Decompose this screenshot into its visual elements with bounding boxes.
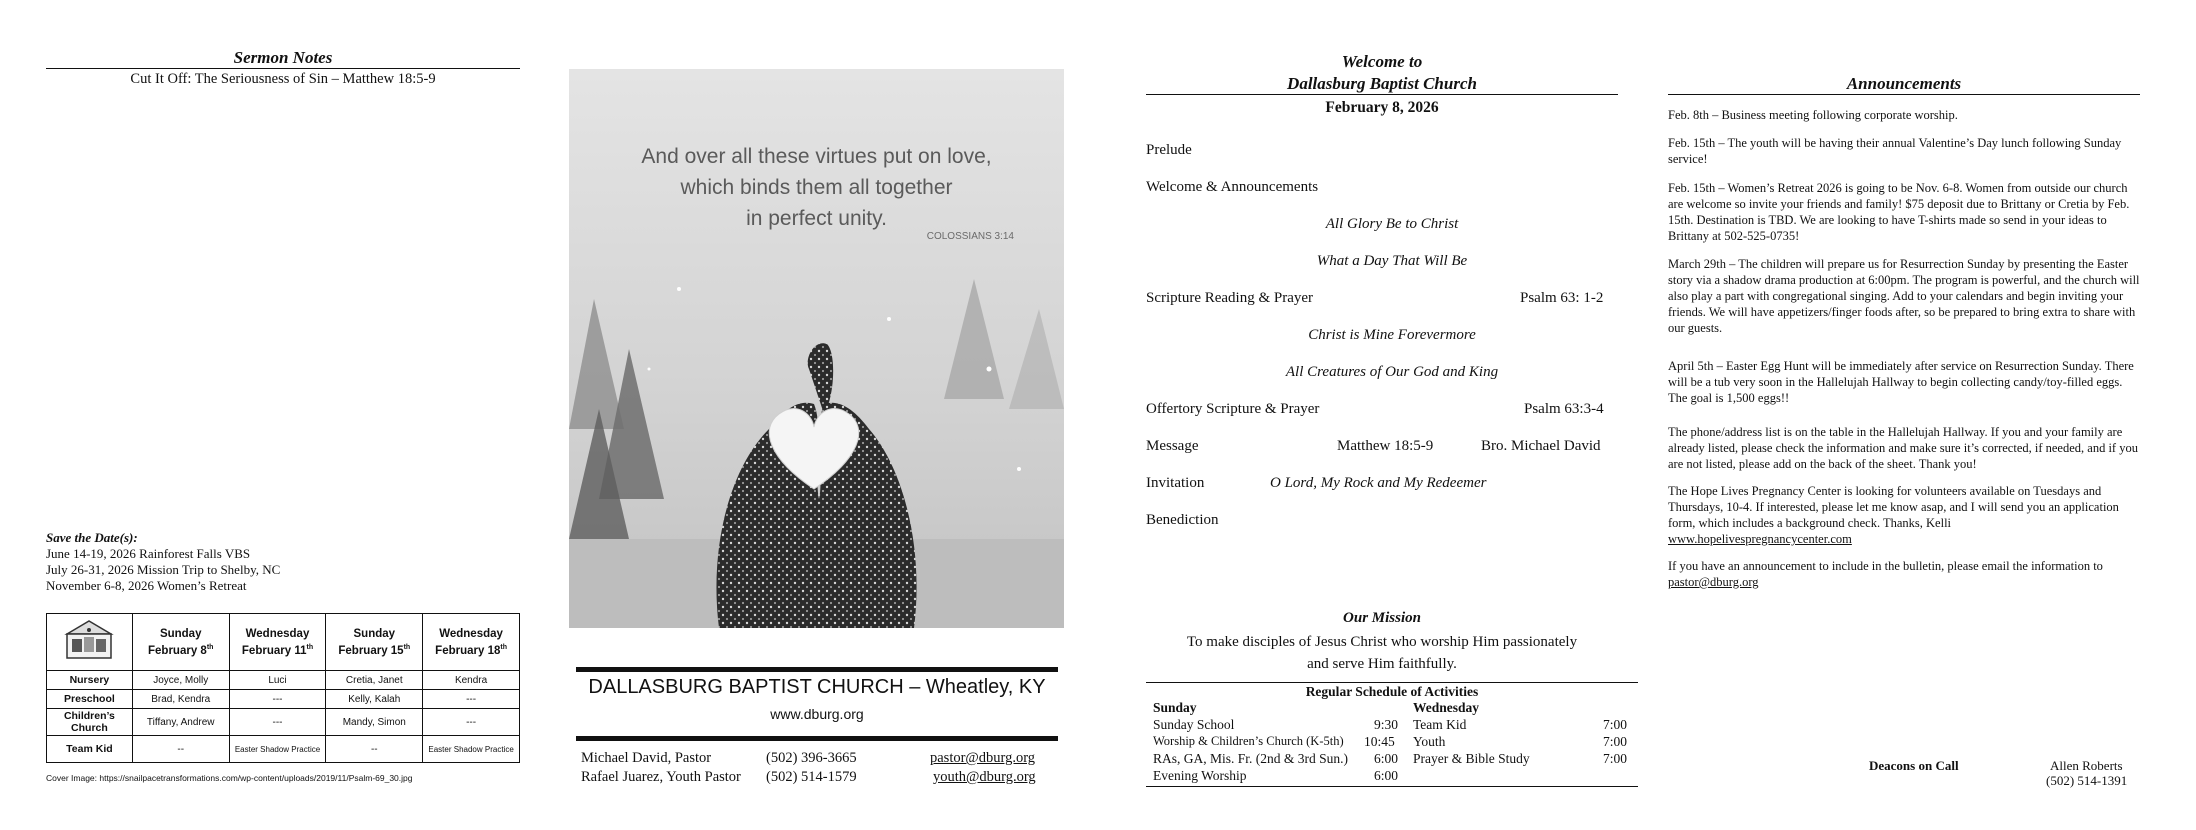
row-role: Nursery (47, 671, 133, 690)
announcement-item: March 29th – The children will prepare us for Resurrection Sunday by presenting the Easter story via a shadow drama production at 6:00pm. The program is powerful, and the church will also play a part with congregational singing. Add to your calendars and begin inviting your friends. We will have appetizers/finger foods after, so be prepared to bring extra to share with our guests. (1668, 257, 2140, 335)
row-role: Children’s Church (47, 709, 133, 736)
header-day: Sunday (353, 627, 396, 640)
announcements-title: Announcements (1846, 74, 1962, 93)
table-cell: --- (423, 690, 520, 709)
order-scripture-ref: Psalm 63: 1-2 (1520, 290, 1604, 306)
table-row (47, 671, 520, 690)
order-song: All Creatures of Our God and King (1285, 364, 1499, 380)
table-cell: -- (132, 736, 229, 763)
schedule-item: Team Kid (1413, 717, 1467, 732)
church-website[interactable]: www.dburg.org (770, 706, 864, 722)
schedule-time: 7:00 (1603, 751, 1628, 766)
header-day: Sunday (159, 627, 202, 640)
church-name: DALLASBURG BAPTIST CHURCH – Wheatley, KY (588, 676, 1046, 698)
order-song: What a Day That Will Be (1316, 253, 1468, 269)
header-date-sup: th (500, 643, 507, 651)
staff-name: Rafael Juarez, Youth Pastor (581, 769, 741, 785)
order-song: All Glory Be to Christ (1325, 216, 1459, 232)
welcome-heading: Welcome to (1341, 52, 1423, 71)
header-date-sup: th (403, 643, 411, 651)
staff-name: Michael David, Pastor (581, 750, 712, 766)
header-date-sup: th (306, 643, 314, 651)
table-cell: --- (229, 690, 326, 709)
table-row (47, 690, 520, 709)
table-cell: Kelly, Kalah (326, 690, 423, 709)
quote-line: And over all these virtues put on love, (641, 145, 992, 168)
order-message-speaker: Bro. Michael David (1481, 438, 1601, 454)
save-date-item: July 26-31, 2026 Mission Trip to Shelby, NC (46, 562, 281, 577)
schedule-item: Sunday School (1153, 717, 1235, 732)
save-date-item: November 6-8, 2026 Women’s Retreat (46, 578, 247, 593)
schedule-time: 10:45 (1364, 734, 1395, 749)
cover-verse-reference: COLOSSIANS 3:14 (926, 231, 1014, 242)
announcement-item: Feb. 15th – The youth will be having their annual Valentine’s Day lunch following Sunday service! (1668, 136, 2122, 166)
welcome-rule (1146, 94, 1618, 95)
church-name-bottom-rule (576, 736, 1058, 741)
order-item: Invitation (1146, 475, 1205, 491)
staff-phone: (502) 514-1579 (766, 769, 857, 785)
staff-email-link[interactable]: pastor@dburg.org (930, 750, 1036, 766)
table-header (229, 614, 326, 671)
header-day: Wednesday (439, 627, 503, 640)
announcement-item: The phone/address list is on the table in the Hallelujah Hallway. If you and your family are already listed, please check the information and make sure it’s corrected, if needed, and if you are not listed, please add on the back of the sheet. Thank you! (1668, 425, 2138, 471)
schedule-item: Youth (1413, 734, 1446, 749)
order-item: Message (1146, 438, 1199, 454)
header-date: February 11 (241, 644, 307, 657)
header-day: Wednesday (245, 627, 310, 640)
order-song: Christ is Mine Forevermore (1308, 327, 1476, 343)
staff-email-link[interactable]: youth@dburg.org (933, 769, 1036, 785)
header-date: February 18 (435, 644, 501, 657)
mission-statement (1146, 631, 1618, 675)
cover-image (569, 69, 1064, 628)
welcome-church-name: Dallasburg Baptist Church (1287, 74, 1477, 93)
order-song: O Lord, My Rock and My Redeemer (1270, 475, 1487, 491)
cover-verse-quote (569, 141, 1064, 234)
deacons-on-call-label: Deacons on Call (1869, 758, 1959, 773)
announcement-item: Feb. 8th – Business meeting following corporate worship. (1668, 108, 1958, 122)
table-cell: Brad, Kendra (132, 690, 229, 709)
table-cell: --- (229, 709, 326, 736)
table-cell: Joyce, Molly (132, 671, 229, 690)
announcement-item: April 5th – Easter Egg Hunt will be immediately after service on Resurrection Sunday. There will be a tub very soon in the Hallelujah Hallway to begin collecting candy/toy-filled eggs. The goal is 1,500 eggs!! (1668, 359, 2134, 405)
mission-title: Our Mission (1343, 610, 1421, 626)
table-cell: Cretia, Janet (326, 671, 423, 690)
row-role: Team Kid (47, 736, 133, 763)
church-name-top-rule (576, 667, 1058, 672)
deacon-phone: (502) 514-1391 (2046, 773, 2128, 788)
deacon-name: Allen Roberts (2050, 758, 2123, 773)
sermon-subtitle: Cut It Off: The Seriousness of Sin – Matthew 18:5-9 (130, 71, 436, 87)
schedule-time: 7:00 (1603, 734, 1628, 749)
table-cell: Easter Shadow Practice (229, 736, 326, 763)
order-message-ref: Matthew 18:5-9 (1337, 438, 1434, 454)
quote-line: in perfect unity. (746, 207, 887, 230)
schedule-item: Prayer & Bible Study (1413, 751, 1530, 766)
order-item: Scripture Reading & Prayer (1146, 290, 1314, 306)
mission-line: and serve Him faithfully. (1307, 656, 1457, 672)
order-scripture-ref: Psalm 63:3-4 (1524, 401, 1604, 417)
table-cell: Easter Shadow Practice (423, 736, 520, 763)
schedule-bottom-rule (1146, 786, 1638, 787)
service-date: February 8, 2026 (1325, 99, 1439, 116)
table-header (326, 614, 423, 671)
order-item: Prelude (1146, 142, 1192, 158)
cover-image-credit: Cover Image: https://snailpacetransformations.com/wp-content/uploads/2019/11/Psalm-69_30.jpg (46, 773, 413, 783)
table-row (47, 709, 520, 736)
save-date-item: June 14-19, 2026 Rainforest Falls VBS (46, 546, 251, 561)
nursery-schedule-table (46, 613, 520, 763)
header-date-sup: th (206, 643, 214, 651)
church-logo-icon (61, 618, 117, 662)
schedule-time: 6:00 (1374, 751, 1399, 766)
sermon-title-rule (46, 68, 520, 69)
announcement-item: The Hope Lives Pregnancy Center is looking for volunteers available on Tuesdays and Thursdays, 10-4. If interested, please let me know asap, and I will send you an application form, which includes a background check. Thanks, Kelli (1668, 484, 2119, 530)
schedule-sunday-header: Sunday (1153, 700, 1197, 715)
schedule-time: 7:00 (1603, 717, 1628, 732)
order-item: Benediction (1146, 512, 1219, 528)
table-cell: Tiffany, Andrew (132, 709, 229, 736)
table-cell: Mandy, Simon (326, 709, 423, 736)
schedule-item: RAs, GA, Mis. Fr. (2nd & 3rd Sun.) (1153, 751, 1349, 766)
schedule-item: Evening Worship (1153, 768, 1247, 783)
staff-phone: (502) 396-3665 (766, 750, 857, 766)
table-header (423, 614, 520, 671)
row-role: Preschool (47, 690, 133, 709)
mission-line: To make disciples of Jesus Christ who worship Him passionately (1186, 634, 1578, 650)
announcement-item: If you have an announcement to include in the bulletin, please email the information to (1668, 559, 2103, 573)
table-header (132, 614, 229, 671)
bulletin-email-link[interactable]: pastor@dburg.org (1668, 575, 1759, 589)
schedule-time: 6:00 (1374, 768, 1399, 783)
table-cell: -- (326, 736, 423, 763)
schedule-time: 9:30 (1374, 717, 1399, 732)
header-date: February 15 (338, 644, 404, 657)
table-cell: Kendra (423, 671, 520, 690)
schedule-top-rule (1146, 682, 1638, 683)
quote-line: which binds them all together (680, 176, 953, 199)
pregnancy-center-link[interactable]: www.hopelivespregnancycenter.com (1668, 532, 1852, 546)
sermon-notes-title: Sermon Notes (233, 48, 333, 67)
table-cell: Luci (229, 671, 326, 690)
order-item: Offertory Scripture & Prayer (1146, 401, 1320, 417)
table-row (47, 736, 520, 763)
order-item: Welcome & Announcements (1146, 179, 1319, 195)
table-cell: --- (423, 709, 520, 736)
schedule-title: Regular Schedule of Activities (1305, 684, 1479, 699)
announcements-rule (1668, 94, 2140, 95)
save-dates-title: Save the Date(s): (46, 530, 138, 545)
announcement-item: Feb. 15th – Women’s Retreat 2026 is going to be Nov. 6-8. Women from outside our church are welcome so invite your friends and family! $75 deposit due to Brittany or Cretia by Feb. 15th. Destination is TBD. We are looking to have T-shirts made so send in your ideas to Brittany at 502-525-0735! (1668, 181, 2130, 243)
header-date: February 8 (148, 644, 207, 657)
table-logo-cell (47, 614, 133, 671)
schedule-wednesday-header: Wednesday (1413, 700, 1480, 715)
schedule-item: Worship & Children’s Church (K-5th) (1153, 734, 1344, 748)
